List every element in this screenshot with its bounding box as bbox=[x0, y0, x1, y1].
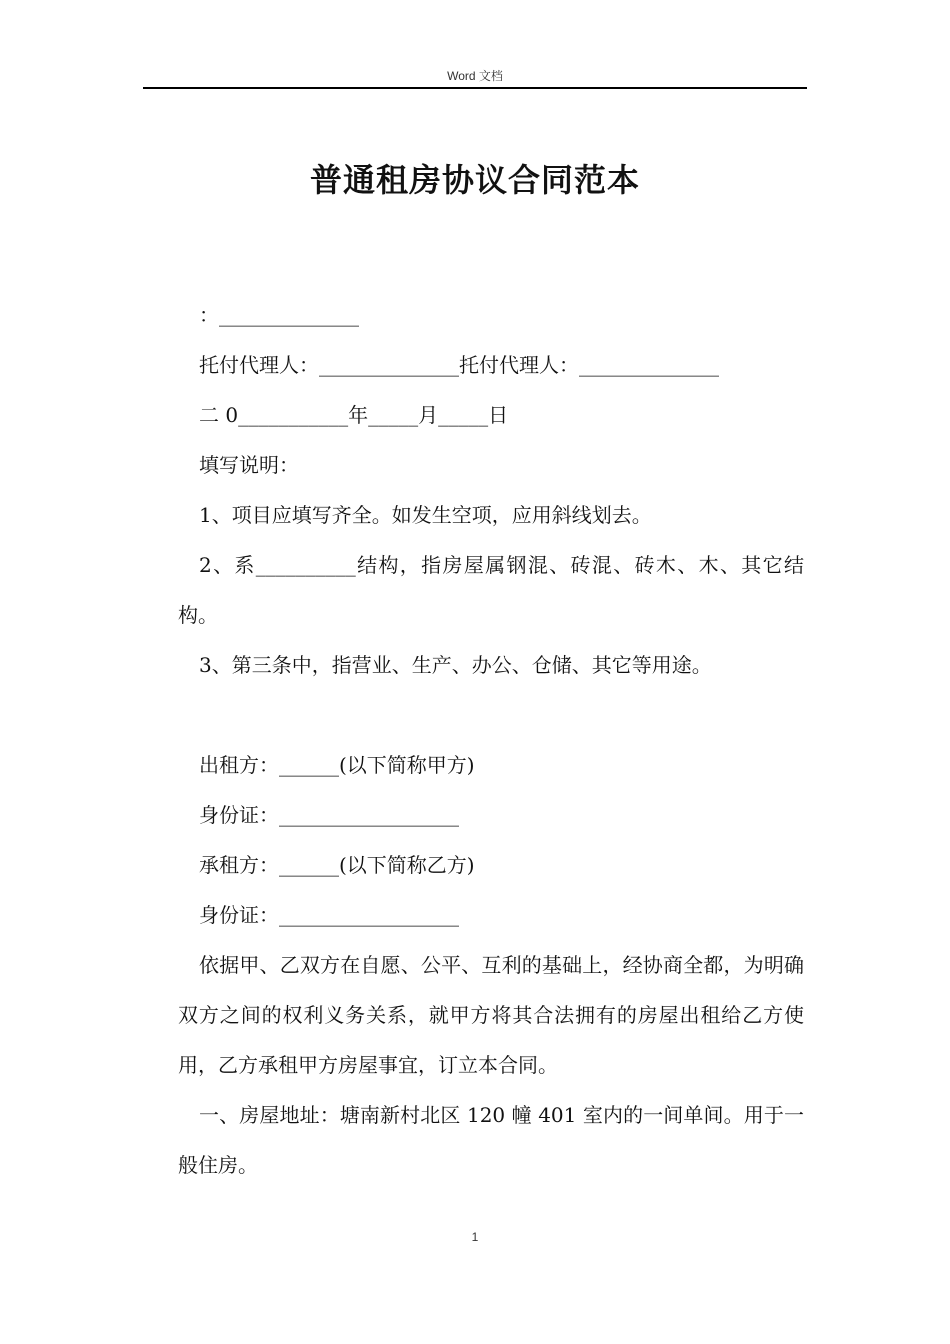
date-line: 二 0___________年_____月_____日 bbox=[199, 403, 509, 427]
header-divider bbox=[143, 87, 807, 89]
spacer bbox=[178, 690, 804, 740]
colon-blank-line: ：______________ bbox=[199, 303, 359, 327]
page-header-label: Word 文档 bbox=[447, 69, 503, 83]
lessee-id-line: 身份证：__________________ bbox=[199, 903, 459, 927]
clause-1-paragraph: 一、房屋地址：塘南新村北区 120 幢 401 室内的一间单间。用于一般住房。 bbox=[178, 1103, 804, 1177]
document-body bbox=[178, 290, 804, 1190]
lessor-line: 出租方：______(以下简称甲方) bbox=[199, 753, 475, 777]
page-number: 1 bbox=[471, 1230, 479, 1244]
notes-heading: 填写说明： bbox=[199, 453, 299, 477]
document-title: 普通租房协议合同范本 bbox=[309, 161, 640, 199]
note-item-3: 3、第三条中，指营业、生产、办公、仓储、其它等用途。 bbox=[199, 653, 712, 677]
agents-line: 托付代理人：______________托付代理人：______________ bbox=[199, 353, 719, 377]
note-item-2: 2、系__________结构，指房屋属钢混、砖混、砖木、木、其它结构。 bbox=[178, 553, 804, 627]
lessee-line: 承租方：______(以下简称乙方) bbox=[199, 853, 475, 877]
preamble-paragraph: 依据甲、乙双方在自愿、公平、互利的基础上，经协商全都，为明确双方之间的权利义务关系，就甲方将其合法拥有的房屋出租给乙方使用，乙方承租甲方房屋事宜，订立本合同。 bbox=[178, 953, 804, 1077]
lessor-id-line: 身份证：__________________ bbox=[199, 803, 459, 827]
note-item-1: 1、项目应填写齐全。如发生空项，应用斜线划去。 bbox=[199, 503, 652, 527]
